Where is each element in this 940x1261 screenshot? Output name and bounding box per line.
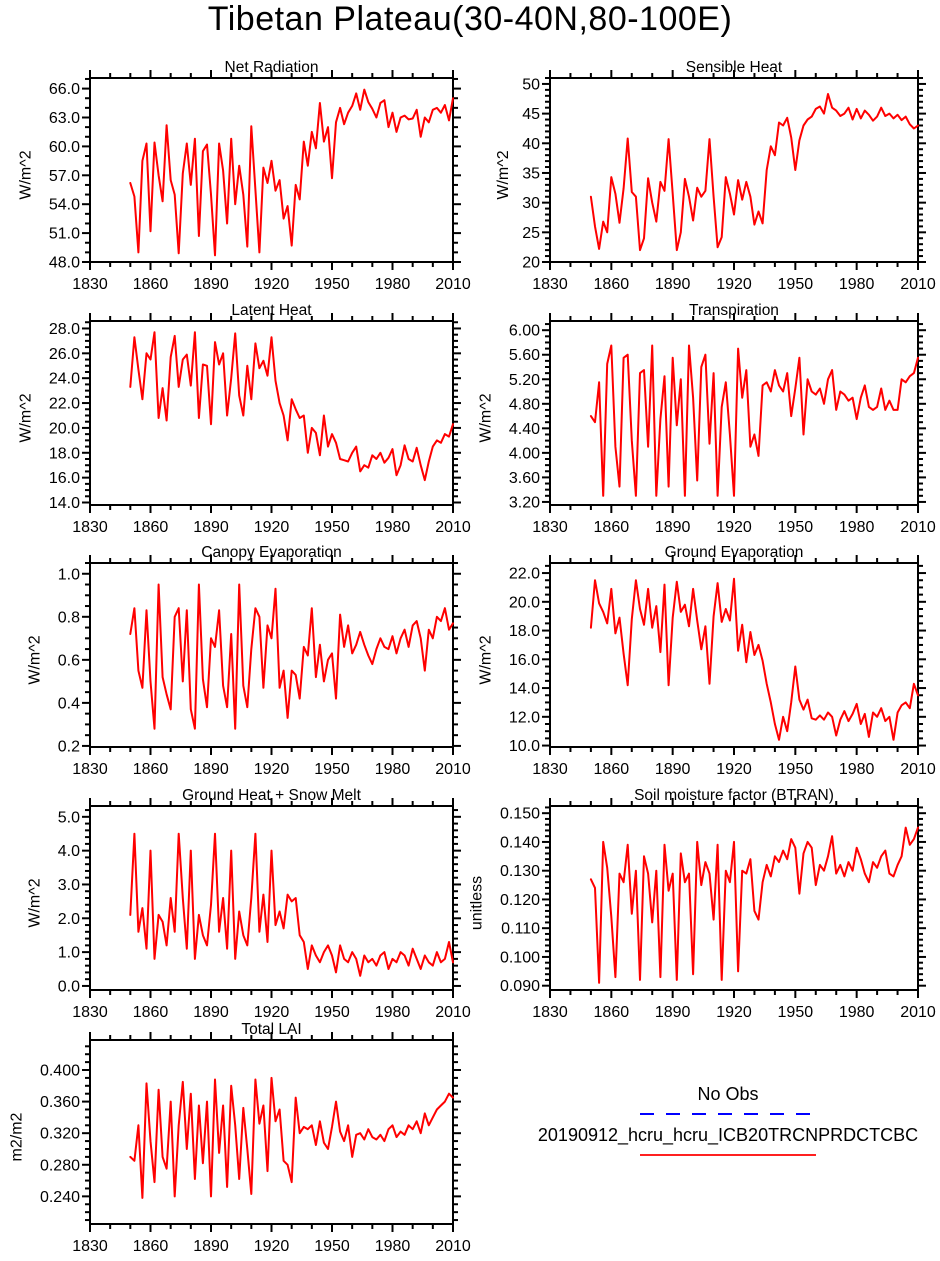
chart-title: Latent Heat [231,302,312,319]
svg-text:0.110: 0.110 [501,920,540,938]
svg-text:1890: 1890 [193,1004,229,1021]
chart-soil-moisture-factor-btran [470,784,940,1029]
svg-text:5.0: 5.0 [57,809,80,827]
y-axis-label: W/m^2 [17,393,35,443]
svg-text:1860: 1860 [593,519,630,536]
svg-text:1950: 1950 [777,761,814,778]
y-tick-labels [509,566,540,756]
svg-text:2010: 2010 [900,1004,936,1021]
x-tick-labels [532,276,936,293]
svg-text:1830: 1830 [72,1238,108,1255]
svg-text:0.6: 0.6 [57,652,80,670]
svg-text:16.0: 16.0 [48,470,80,488]
y-axis-label: W/m^2 [26,878,44,928]
svg-text:2010: 2010 [900,276,936,293]
svg-text:1830: 1830 [72,276,108,293]
svg-text:1950: 1950 [777,519,814,536]
svg-text:1920: 1920 [716,519,752,536]
svg-text:5.60: 5.60 [508,347,540,365]
y-tick-labels [509,323,540,512]
svg-text:0.240: 0.240 [39,1188,80,1206]
y-tick-labels [58,809,80,995]
y-tick-labels [49,81,80,271]
chart-title: Net Radiation [224,59,319,76]
svg-text:1860: 1860 [132,276,169,293]
svg-text:1980: 1980 [838,276,875,293]
legend-no-obs-label: No Obs [697,1084,759,1104]
y-axis-label: W/m^2 [26,635,44,685]
svg-text:1890: 1890 [654,1004,691,1021]
svg-text:1950: 1950 [314,1238,350,1255]
svg-text:0.0: 0.0 [57,978,80,996]
svg-text:1950: 1950 [777,276,814,293]
series-line [130,1078,453,1198]
svg-text:1950: 1950 [777,1004,814,1021]
series-line [591,828,918,983]
chart-sensible-heat [470,56,940,301]
svg-text:1980: 1980 [374,1004,411,1021]
svg-text:1920: 1920 [716,276,752,293]
svg-text:57.0: 57.0 [48,167,80,185]
y-axis-label: W/m^2 [477,635,495,685]
svg-text:24.0: 24.0 [48,370,80,388]
svg-text:1860: 1860 [132,1238,169,1255]
chart-ground-evaporation [470,541,940,786]
svg-text:1.0: 1.0 [57,566,80,584]
svg-text:1890: 1890 [193,519,229,536]
svg-text:1890: 1890 [654,761,691,778]
svg-text:51.0: 51.0 [48,225,80,243]
svg-text:0.130: 0.130 [499,863,540,881]
svg-text:0.140: 0.140 [499,834,540,852]
svg-text:0.100: 0.100 [499,949,540,967]
svg-text:1950: 1950 [314,519,350,536]
svg-text:1830: 1830 [72,519,108,536]
series-line [130,585,453,729]
svg-text:1950: 1950 [314,761,350,778]
svg-text:6.00: 6.00 [508,322,540,340]
page-title: Tibetan Plateau(30-40N,80-100E) [207,0,733,38]
svg-text:0.360: 0.360 [39,1094,80,1112]
svg-text:1860: 1860 [132,1004,169,1021]
y-axis-label: W/m^2 [477,393,495,443]
svg-text:1860: 1860 [593,276,630,293]
svg-text:2010: 2010 [435,276,471,293]
svg-text:1.0: 1.0 [57,944,80,962]
series-legend-line [520,1149,936,1161]
x-tick-labels [72,1238,471,1255]
x-tick-labels [72,761,471,778]
chart-title: Ground Heat + Snow Melt [182,787,361,804]
svg-text:22.0: 22.0 [48,395,80,413]
svg-text:10.0: 10.0 [508,738,540,756]
svg-text:1980: 1980 [374,761,411,778]
svg-text:54.0: 54.0 [48,196,80,214]
plot-frame [90,806,453,990]
svg-text:1860: 1860 [132,519,169,536]
svg-text:63.0: 63.0 [48,109,80,127]
y-tick-labels [500,806,540,996]
svg-text:14.0: 14.0 [508,680,540,698]
plot-frame [90,78,453,262]
svg-text:16.0: 16.0 [508,651,540,669]
chart-latent-heat [0,299,470,544]
svg-text:1920: 1920 [716,1004,752,1021]
svg-text:0.280: 0.280 [39,1157,80,1175]
svg-text:5.20: 5.20 [508,371,540,389]
svg-text:14.0: 14.0 [48,495,80,513]
x-tick-labels [72,519,471,536]
svg-text:0.8: 0.8 [57,609,80,627]
series-line [130,332,453,480]
svg-text:4.00: 4.00 [508,445,540,463]
svg-text:66.0: 66.0 [48,81,80,99]
svg-text:45: 45 [522,106,540,124]
svg-text:60.0: 60.0 [48,138,80,156]
svg-text:0.4: 0.4 [57,695,80,713]
svg-text:1980: 1980 [374,276,411,293]
chart-title: Ground Evaporation [664,544,804,561]
svg-text:1830: 1830 [532,761,568,778]
svg-text:30: 30 [522,195,540,213]
svg-text:0.2: 0.2 [57,738,80,756]
svg-text:1890: 1890 [654,276,691,293]
series-line [591,579,918,740]
svg-text:1980: 1980 [838,1004,875,1021]
svg-text:1920: 1920 [253,276,290,293]
svg-text:1920: 1920 [253,761,290,778]
x-tick-labels [72,276,471,293]
svg-text:40: 40 [522,135,540,153]
svg-text:1890: 1890 [193,761,229,778]
svg-text:3.0: 3.0 [57,876,80,894]
axis-ticks [82,555,461,755]
svg-text:1830: 1830 [532,519,568,536]
no-obs-dashed-line [520,1108,936,1120]
chart-total-lai [0,1018,470,1261]
axis-ticks [82,798,461,998]
svg-text:2010: 2010 [435,1238,471,1255]
svg-text:1860: 1860 [132,761,169,778]
svg-text:50: 50 [522,76,540,94]
chart-title: Canopy Evaporation [201,544,342,561]
plot-frame [90,321,453,505]
svg-text:2010: 2010 [435,519,471,536]
svg-text:2.0: 2.0 [57,910,80,928]
svg-text:0.320: 0.320 [39,1125,80,1143]
svg-text:1920: 1920 [253,1004,290,1021]
svg-text:1830: 1830 [532,1004,568,1021]
svg-text:1890: 1890 [654,519,691,536]
y-axis-label: unitless [468,875,486,931]
chart-title: Soil moisture factor (BTRAN) [634,787,834,804]
legend-series-label: 20190912_hcru_hcru_ICB20TRCNPRDCTCBC [537,1125,919,1145]
chart-title: Sensible Heat [685,59,783,76]
svg-text:20: 20 [522,254,540,272]
series-line [591,94,918,250]
svg-text:1920: 1920 [253,1238,290,1255]
chart-ground-heat-snow-melt [0,784,470,1029]
svg-text:0.150: 0.150 [499,805,540,823]
svg-text:0.120: 0.120 [499,891,540,909]
svg-text:20.0: 20.0 [48,420,80,438]
svg-text:2010: 2010 [435,761,471,778]
svg-text:1980: 1980 [838,761,875,778]
y-axis-label: m2/m2 [8,1112,26,1162]
svg-text:18.0: 18.0 [508,623,540,641]
svg-text:25: 25 [522,224,540,242]
svg-text:26.0: 26.0 [48,345,80,363]
svg-text:1860: 1860 [593,761,630,778]
svg-text:22.0: 22.0 [508,565,540,583]
svg-text:48.0: 48.0 [48,254,80,272]
svg-text:4.80: 4.80 [508,396,540,414]
series-line [130,90,453,256]
y-axis-label: W/m^2 [495,150,513,200]
svg-text:1980: 1980 [374,1238,411,1255]
svg-text:1980: 1980 [838,519,875,536]
svg-text:1920: 1920 [716,761,752,778]
svg-text:12.0: 12.0 [508,709,540,727]
svg-text:1950: 1950 [314,276,350,293]
svg-text:1860: 1860 [593,1004,630,1021]
svg-text:0.400: 0.400 [39,1062,80,1080]
y-tick-labels [49,321,80,512]
plot-frame [550,78,918,262]
svg-text:1890: 1890 [193,276,229,293]
chart-transpiration [470,299,940,544]
svg-text:2010: 2010 [900,761,936,778]
chart-net-radiation [0,56,470,301]
legend [520,1084,936,1166]
chart-title: Transpiration [689,302,779,319]
y-tick-labels [522,76,540,271]
series-line [591,346,918,496]
svg-text:1890: 1890 [193,1238,229,1255]
svg-text:3.20: 3.20 [508,494,540,512]
svg-text:2010: 2010 [435,1004,471,1021]
svg-text:0.090: 0.090 [499,978,540,996]
x-tick-labels [532,761,936,778]
svg-text:1920: 1920 [253,519,290,536]
svg-text:20.0: 20.0 [508,594,540,612]
svg-text:28.0: 28.0 [48,320,80,338]
svg-text:35: 35 [522,165,540,183]
svg-text:1950: 1950 [314,1004,350,1021]
svg-text:1830: 1830 [72,1004,108,1021]
y-tick-labels [40,1063,80,1206]
svg-text:4.40: 4.40 [508,420,540,438]
svg-text:3.60: 3.60 [508,469,540,487]
y-tick-labels [58,566,80,755]
svg-text:4.0: 4.0 [57,843,80,861]
chart-title: Total LAI [241,1021,302,1038]
chart-canopy-evaporation [0,541,470,786]
x-tick-labels [532,1004,936,1021]
svg-text:1980: 1980 [374,519,411,536]
x-tick-labels [532,519,936,536]
svg-text:1830: 1830 [72,761,108,778]
svg-text:1830: 1830 [532,276,568,293]
svg-text:18.0: 18.0 [48,445,80,463]
svg-text:2010: 2010 [900,519,936,536]
series-line [130,834,453,976]
y-axis-label: W/m^2 [17,150,35,200]
plot-frame [550,806,918,990]
